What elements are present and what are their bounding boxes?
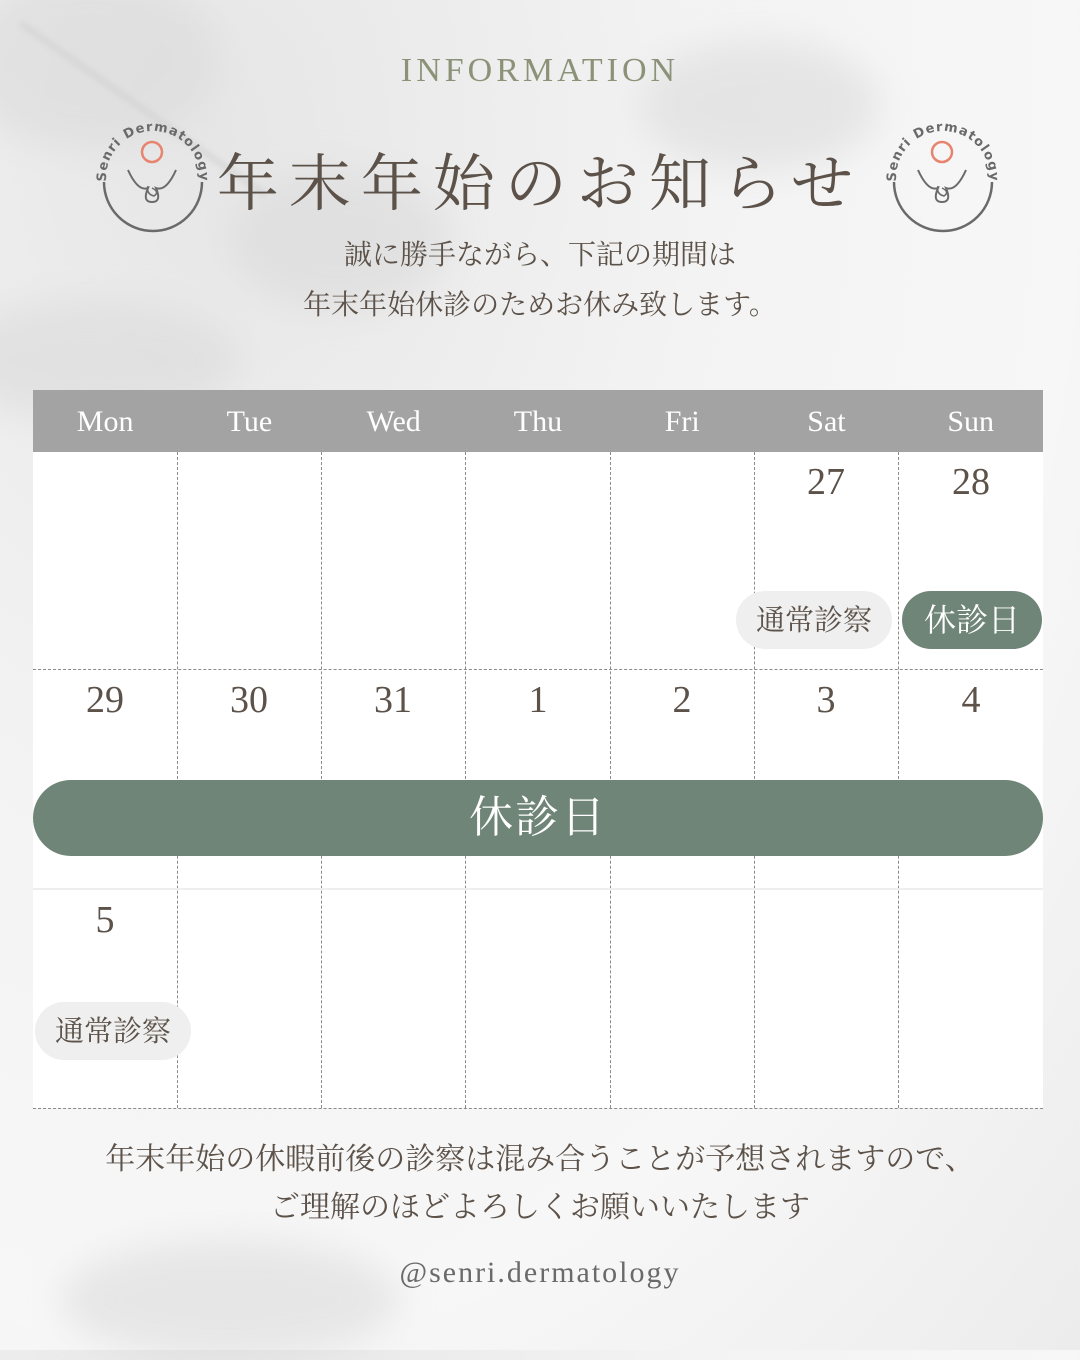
- weekday-sat: Sat: [807, 405, 846, 438]
- footer-line: ご理解のほどよろしくお願いいたします: [270, 1190, 810, 1225]
- intro-text: [0, 230, 1080, 330]
- eyebrow-label: INFORMATION: [400, 52, 680, 89]
- footer-note: [0, 1136, 1080, 1232]
- day-number: 30: [230, 679, 268, 721]
- grid-divider: [33, 888, 1043, 890]
- closed-period-bar: 休診日: [33, 780, 1043, 856]
- day-number: 31: [374, 679, 412, 721]
- day-number: 4: [961, 679, 981, 721]
- day-number: 29: [86, 679, 124, 721]
- svg-text:Senri Dermatology: Senri Dermatology: [884, 119, 1002, 182]
- day-number: 27: [807, 461, 845, 503]
- weekday-sun: Sun: [947, 405, 995, 438]
- status-badge-open: 通常診察: [35, 1002, 191, 1060]
- weekday-fri: Fri: [664, 405, 700, 438]
- status-badge-open: 通常診察: [736, 591, 892, 649]
- calendar-header: [33, 390, 1043, 452]
- weekday-thu: Thu: [513, 405, 563, 438]
- day-number: 5: [95, 899, 115, 941]
- weekday-tue: Tue: [226, 405, 273, 438]
- day-number: 3: [816, 679, 836, 721]
- holiday-calendar: [33, 390, 1043, 1110]
- social-handle: @senri.dermatology: [399, 1256, 681, 1289]
- footer-line: 年末年始の休暇前後の診察は混み合うことが予想されますので、: [105, 1142, 975, 1177]
- weekday-mon: Mon: [76, 405, 134, 438]
- intro-line: 誠に勝手ながら、下記の期間は: [343, 238, 736, 271]
- page-title: 年末年始のお知らせ: [216, 147, 864, 220]
- day-number: 28: [952, 461, 990, 503]
- weekday-wed: Wed: [366, 405, 421, 438]
- svg-text:Senri Dermatology: Senri Dermatology: [94, 119, 212, 182]
- grid-divider: [33, 1108, 1043, 1109]
- status-badge-closed: 休診日: [902, 591, 1042, 649]
- day-number: 2: [672, 679, 692, 721]
- calendar-grid: [33, 452, 1043, 1108]
- intro-line: 年末年始休診のためお休み致します。: [303, 288, 777, 321]
- day-number: 1: [528, 679, 548, 721]
- grid-divider: [33, 669, 1043, 670]
